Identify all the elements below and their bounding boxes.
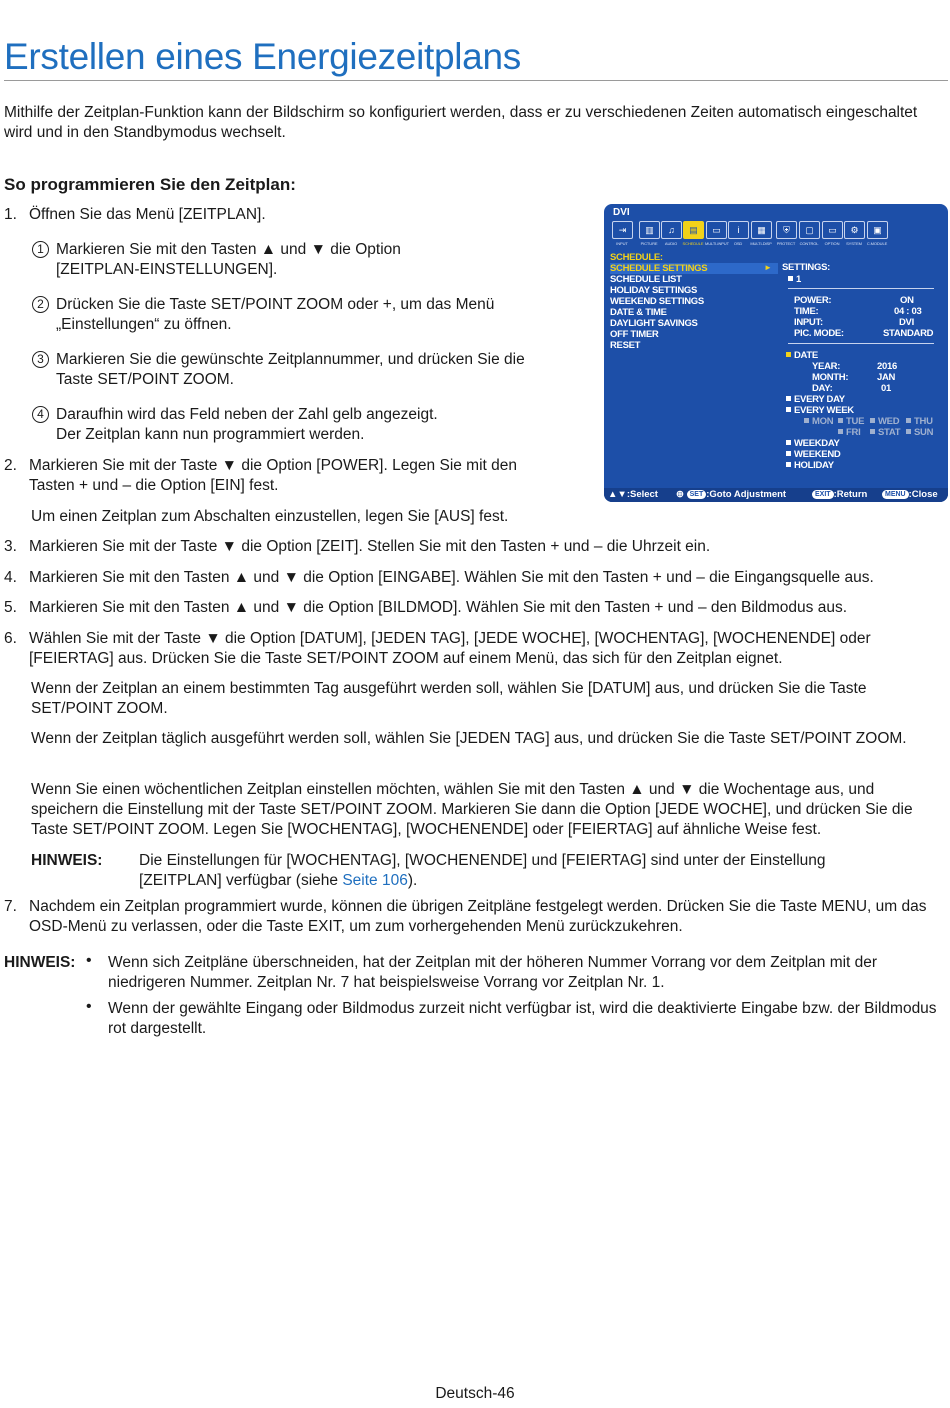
osd-schedule-menu	[610, 252, 778, 351]
step-6-note	[139, 851, 899, 891]
up-down-icon: ▲▼	[608, 489, 627, 500]
menu-item-schedule-settings[interactable]: SCHEDULE SETTINGS	[610, 263, 778, 274]
separator	[788, 343, 934, 344]
note-bullet: Wenn sich Zeitpläne überschneiden, hat der Zeitplan mit der höheren Nummer Vorrang vor dem Zeitplan mit der niedrigeren Nummer. Zeitplan Nr. 7 hat beispielsweise Vorrang vor Zeitplan Nr. 1.	[108, 954, 878, 991]
settings-label: SETTINGS:	[782, 262, 830, 273]
bullet-icon: •	[86, 952, 92, 969]
schedule-number: 1	[796, 274, 801, 285]
step-number: 1.	[4, 206, 17, 223]
menu-item-date-time[interactable]: DATE & TIME	[610, 307, 667, 318]
weekend-option[interactable]	[786, 449, 840, 460]
power-label: POWER:	[794, 295, 832, 306]
tab-label: MULTI-INPUT	[705, 241, 729, 246]
multi-input-icon: ▭	[706, 221, 727, 239]
menu-item-off-timer[interactable]: OFF TIMER	[610, 329, 659, 340]
day-label: TUE	[846, 416, 865, 427]
tab-label: PICTURE	[640, 241, 658, 246]
title-divider	[4, 80, 948, 81]
step-number: 6.	[4, 630, 17, 647]
c-module-icon: ▣	[867, 221, 888, 239]
every-week-option[interactable]	[786, 405, 854, 416]
day-label: MON	[812, 416, 834, 427]
set-key-icon: SET	[687, 490, 707, 499]
day-stat[interactable]	[870, 427, 900, 438]
day-label: STAT	[878, 427, 901, 438]
page-link[interactable]: Seite 106	[342, 872, 408, 889]
every-week-label: EVERY WEEK	[794, 405, 854, 416]
system-icon: ⚙	[844, 221, 865, 239]
goto-hint	[676, 489, 786, 500]
weekday-label: WEEKDAY	[794, 438, 840, 449]
every-day-option[interactable]	[786, 394, 845, 405]
section-heading: So programmieren Sie den Zeitplan:	[4, 175, 296, 194]
menu-item-weekend-settings[interactable]: WEEKEND SETTINGS	[610, 296, 704, 307]
day-tue[interactable]	[838, 416, 864, 427]
hint-text: :Select	[626, 489, 658, 500]
weekday-option[interactable]	[786, 438, 840, 449]
tab-label: CONTROL	[799, 241, 819, 246]
separator	[788, 288, 934, 289]
date-label: DATE	[794, 350, 818, 361]
step-number: 7.	[4, 898, 17, 915]
substep-text: Markieren Sie die gewünschte Zeitplannummer, und drücken Sie die	[56, 351, 525, 368]
day-label: SUN	[914, 427, 934, 438]
step-6-paragraph: Wenn der Zeitplan an einem bestimmten Tag ausgeführt werden soll, wählen Sie [DATUM] aus, und drücken Sie die Taste SET/POINT ZOOM.	[31, 680, 867, 717]
plus-icon: ⊕	[676, 489, 684, 500]
year-value[interactable]: 2016	[877, 361, 897, 372]
square-bullet-icon	[788, 276, 793, 281]
input-icon: ⇥	[612, 221, 633, 239]
step-2-text: Markieren Sie mit der Taste ▼ die Option [POWER]. Legen Sie mit den	[29, 457, 518, 474]
day-mon[interactable]	[804, 416, 833, 427]
step-7-text: Nachdem ein Zeitplan programmiert wurde, können die übrigen Zeitpläne festgelegt werden. Drücken Sie die Taste MENU, um das OSD-Menü zu verlassen, oder die Taste EXIT, um zum vorhergehenden Menü zurückzukehren.	[29, 898, 927, 935]
input-value[interactable]: DVI	[899, 317, 914, 328]
chevron-right-icon: ►	[764, 263, 772, 272]
menu-item-holiday-settings[interactable]: HOLIDAY SETTINGS	[610, 285, 698, 296]
weekend-label: WEEKEND	[794, 449, 841, 460]
month-value[interactable]: JAN	[877, 372, 896, 383]
holiday-label: HOLIDAY	[794, 460, 834, 471]
square-bullet-icon	[838, 429, 843, 434]
circled-number: 3	[32, 351, 49, 368]
hint-text: :Close	[908, 489, 938, 500]
every-day-label: EVERY DAY	[794, 394, 845, 405]
menu-item-reset[interactable]: RESET	[610, 340, 641, 351]
power-value[interactable]: ON	[900, 295, 914, 306]
circled-number: 2	[32, 296, 49, 313]
osd-icon: i	[728, 221, 749, 239]
step-6-paragraph: Wenn der Zeitplan täglich ausgeführt werden soll, wählen Sie [JEDEN TAG] aus, und drücken Sie die Taste SET/POINT ZOOM.	[31, 730, 907, 747]
step-number: 2.	[4, 457, 17, 474]
close-hint	[882, 489, 938, 500]
select-hint	[608, 489, 658, 500]
day-sun[interactable]	[906, 427, 933, 438]
substep-text: Drücken Sie die Taste SET/POINT ZOOM oder +, um das Menü	[56, 296, 495, 313]
protect-icon: ⛨	[776, 221, 797, 239]
settings-number[interactable]	[788, 274, 801, 285]
pic-mode-value[interactable]: STANDARD	[883, 328, 934, 339]
osd-tab-bar	[610, 221, 942, 249]
day-fri[interactable]	[838, 427, 860, 438]
circled-number: 1	[32, 241, 49, 258]
note-bullet: Wenn der gewählte Eingang oder Bildmodus zurzeit nicht verfügbar ist, wird die deaktivierte Eingabe bzw. der Bildmodus rot dargestellt.	[108, 1000, 937, 1037]
holiday-option[interactable]	[786, 460, 834, 471]
picture-icon: ▥	[639, 221, 660, 239]
tab-label: OSD	[733, 241, 743, 246]
hint-text: :Return	[833, 489, 868, 500]
menu-heading: SCHEDULE:	[610, 252, 663, 263]
time-value[interactable]: 04 : 03	[894, 306, 922, 317]
tab-label: SYSTEM	[846, 241, 862, 246]
page-footer: Deutsch-46	[435, 1385, 515, 1402]
substep-text: [ZEITPLAN-EINSTELLUNGEN].	[56, 261, 278, 278]
step-6-text: Wählen Sie mit der Taste ▼ die Option [DATUM], [JEDEN TAG], [JEDE WOCHE], [WOCHENTAG], [WOCHENENDE] oder [FEIERTAG] aus. Drücken Sie die Taste SET/POINT ZOOM auf einem Menü, das sich für den Zeitplan eignet.	[29, 630, 871, 667]
square-bullet-icon	[906, 418, 911, 423]
step-5-text: Markieren Sie mit den Tasten ▲ und ▼ die Option [BILDMOD]. Wählen Sie mit den Tasten + und – den Bildmodus aus.	[29, 599, 848, 616]
osd-help-bar	[604, 488, 948, 502]
day-value[interactable]: 01	[881, 383, 891, 394]
square-bullet-icon	[838, 418, 843, 423]
square-bullet-icon	[870, 429, 875, 434]
time-label: TIME:	[794, 306, 819, 317]
square-bullet-icon	[804, 418, 809, 423]
note-text-end: ).	[407, 872, 418, 889]
day-label: DAY:	[812, 383, 833, 394]
hint-text: :Goto Adjustment	[706, 489, 787, 500]
step-2-text: Tasten + und – die Option [EIN] fest.	[29, 477, 279, 494]
menu-key-icon: MENU	[882, 490, 909, 499]
square-bullet-icon	[786, 407, 791, 412]
step-number: 5.	[4, 599, 17, 616]
circled-number: 4	[32, 406, 49, 423]
day-label: FRI	[846, 427, 861, 438]
control-icon: ▢	[799, 221, 820, 239]
date-option[interactable]	[786, 350, 818, 361]
step-6-paragraph: Wenn Sie einen wöchentlichen Zeitplan einstellen möchten, wählen Sie mit den Tasten ▲ und ▼ die Wochentage aus, und speichern die Einstellung mit der Taste SET/POINT ZOOM. Markieren Sie dann die Option [JEDE WOCHE], und drücken Sie die Taste SET/POINT ZOOM. Legen Sie [WOCHENTAG], [WOCHENENDE] oder [FEIERTAG] auf ähnliche Weise fest.	[31, 781, 913, 838]
step-number: 4.	[4, 569, 17, 586]
square-bullet-icon	[786, 352, 791, 357]
substep-text: „Einstellungen“ zu öffnen.	[56, 316, 232, 333]
menu-item-daylight-savings[interactable]: DAYLIGHT SAVINGS	[610, 318, 698, 329]
year-label: YEAR:	[812, 361, 841, 372]
substep-text: Der Zeitplan kann nun programmiert werden.	[56, 426, 365, 443]
step-2-extra: Um einen Zeitplan zum Abschalten einzustellen, legen Sie [AUS] fest.	[31, 508, 509, 525]
tab-label: AUDIO	[664, 241, 678, 246]
tab-label: PROTECT	[776, 241, 796, 246]
menu-item-schedule-list[interactable]: SCHEDULE LIST	[610, 274, 682, 285]
bullet-icon: •	[86, 998, 92, 1015]
day-wed[interactable]	[870, 416, 899, 427]
tab-label: MULTI-DISP	[750, 241, 772, 246]
page-title: Erstellen eines Energiezeitplans	[4, 36, 521, 77]
square-bullet-icon	[786, 451, 791, 456]
tab-label: OPTION	[824, 241, 840, 246]
note-text: Die Einstellungen für [WOCHENTAG], [WOCHENENDE] und [FEIERTAG] sind unter der Einstellung [ZEITPLAN] verfügbar (siehe	[139, 852, 826, 889]
exit-key-icon: EXIT	[812, 490, 834, 499]
schedule-icon: ▤	[683, 221, 704, 239]
square-bullet-icon	[870, 418, 875, 423]
substep-text: Markieren Sie mit den Tasten ▲ und ▼ die Option	[56, 241, 401, 258]
day-label: WED	[878, 416, 900, 427]
tab-label: C.MODULE	[866, 241, 888, 246]
month-label: MONTH:	[812, 372, 849, 383]
day-label: THU	[914, 416, 933, 427]
option-icon: ▭	[822, 221, 843, 239]
return-hint	[812, 489, 867, 500]
osd-menu-screenshot	[604, 204, 948, 502]
intro-paragraph: Mithilfe der Zeitplan-Funktion kann der Bildschirm so konfiguriert werden, dass er zu verschiedenen Zeiten automatisch eingeschaltet wird und in den Standbymodus wechselt.	[4, 104, 918, 141]
square-bullet-icon	[906, 429, 911, 434]
pic-mode-label: PIC. MODE:	[794, 328, 844, 339]
audio-icon: ♫	[661, 221, 682, 239]
note-label: HINWEIS:	[31, 852, 103, 869]
note-label: HINWEIS:	[4, 954, 76, 971]
step-number: 3.	[4, 538, 17, 555]
substep-text: Daraufhin wird das Feld neben der Zahl gelb angezeigt.	[56, 406, 438, 423]
square-bullet-icon	[786, 462, 791, 467]
square-bullet-icon	[786, 440, 791, 445]
tab-label: INPUT	[616, 241, 628, 246]
input-source-label: DVI	[613, 207, 630, 218]
tab-label: SCHEDULE	[682, 241, 704, 246]
substep-text: Taste SET/POINT ZOOM.	[56, 371, 234, 388]
multi-disp-icon: ▦	[751, 221, 772, 239]
step-1-text: Öffnen Sie das Menü [ZEITPLAN].	[29, 206, 266, 223]
step-3-text: Markieren Sie mit der Taste ▼ die Option [ZEIT]. Stellen Sie mit den Tasten + und – die Uhrzeit ein.	[29, 538, 711, 555]
input-label: INPUT:	[794, 317, 823, 328]
step-4-text: Markieren Sie mit den Tasten ▲ und ▼ die Option [EINGABE]. Wählen Sie mit den Tasten + und – die Eingangsquelle aus.	[29, 569, 874, 586]
day-thu[interactable]	[906, 416, 933, 427]
square-bullet-icon	[786, 396, 791, 401]
